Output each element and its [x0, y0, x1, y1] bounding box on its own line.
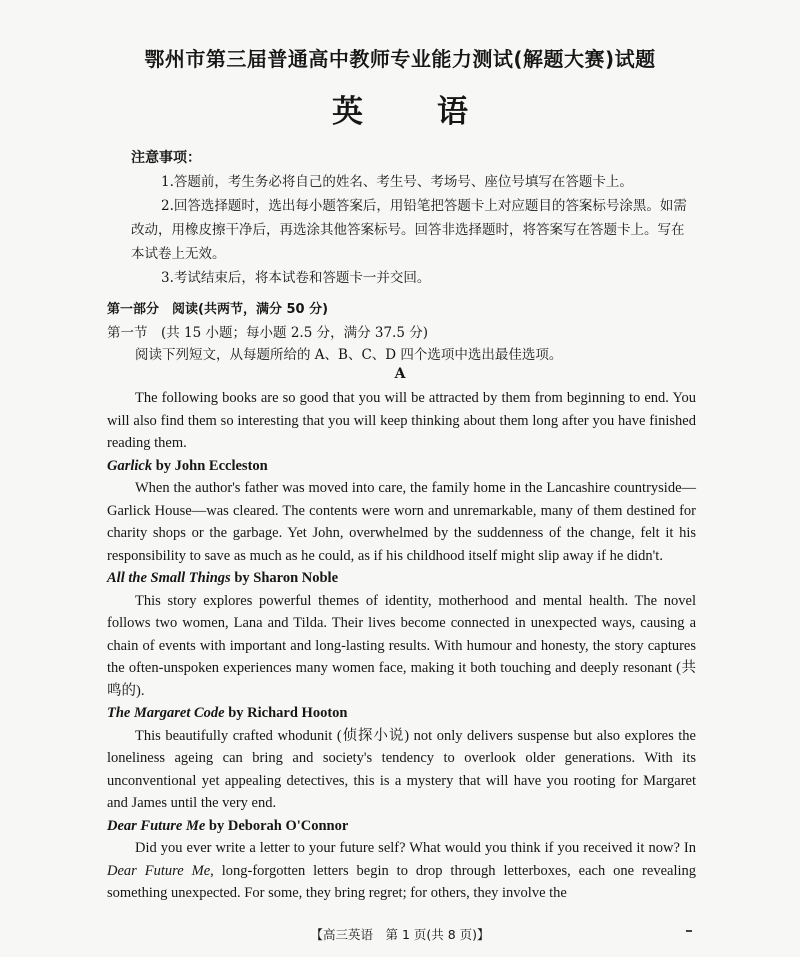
book-author: by Deborah O'Connor	[205, 817, 349, 834]
book-text: Did you ever write a letter to your future self? What would you think if you received it now? In	[135, 840, 696, 856]
part-title: 第一部分 阅读(共两节，满分 50 分)	[107, 302, 329, 317]
section-header	[107, 299, 707, 367]
book-author: by Sharon Noble	[230, 570, 339, 586]
section-instruction: 阅读下列短文，从每题所给的 A、B、C、D 四个选项中选出最佳选项。	[135, 347, 563, 363]
notes-heading: 注意事项：	[131, 150, 201, 166]
book-description: When the author's father was moved into care, the family home in the Lancashire countryside—Garlick House—was cleared. The contents were worn and unremarkable, many of them destined for charity shops or the garbage. Yet John, overwhelmed by the suddenness of the change, felt it his responsibility to save as much as he could, as if his childhood itself might slip away if he didn't.	[107, 480, 696, 564]
book-title: Garlick	[107, 457, 153, 474]
book-description	[107, 837, 696, 905]
book-title: Dear Future Me	[107, 817, 206, 834]
subject-title	[0, 86, 800, 131]
notes-item: 2.回答选择题时，选出每小题答案后，用铅笔把答题卡上对应题目的答案标号涂黑。如需改动，用橡皮擦干净后，再选涂其他答案标号。回答非选择题时，将答案写在答题卡上。写在本试卷上无效。	[131, 198, 687, 262]
book-heading	[107, 815, 696, 838]
section-subtitle: 第一节 (共 15 小题；每小题 2.5 分，满分 37.5 分)	[107, 324, 428, 341]
book-description: This beautifully crafted whodunit (侦探小说) not only delivers suspense but also explores the loneliness ageing can bring and society's tendency to overlook older generations. With its unconventional yet appealing detectives, this is a mystery that will have you rooting for Margaret and James until the very end.	[107, 727, 696, 811]
book-heading	[107, 455, 696, 478]
scan-mark	[686, 930, 692, 932]
book-heading	[107, 702, 696, 725]
passage-body	[107, 387, 696, 905]
passage-intro: The following books are so good that you will be attracted by them from beginning to end. You will also find them so interesting that you will keep thinking about them long after you have finished reading them.	[107, 390, 696, 451]
book-description: This story explores powerful themes of identity, motherhood and mental health. The novel follows two women, Lana and Tilda. Their lives become connected in unexpected ways, causing a chain of events with important and long-lasting results. With humour and honesty, the story captures the often-unspoken experiences many women face, making it both touching and deeply resonant (共鸣的).	[107, 592, 696, 699]
passage-letter: A	[394, 366, 406, 382]
book-title-inline: Dear Future Me	[107, 862, 211, 879]
subject-char: 英	[332, 94, 363, 130]
page-footer: 【高三英语 第 1 页(共 8 页)】	[310, 927, 490, 942]
notes-item: 3.考试结束后，将本试卷和答题卡一并交回。	[161, 270, 431, 286]
subject-char: 语	[437, 94, 468, 130]
book-title: All the Small Things	[107, 570, 231, 586]
exam-title: 鄂州市第三届普通高中教师专业能力测试(解题大赛)试题	[144, 47, 656, 71]
book-author: by John Eccleston	[152, 457, 268, 474]
book-heading	[107, 567, 696, 590]
book-title: The Margaret Code	[107, 705, 225, 721]
notes-block	[131, 146, 691, 290]
notes-item: 1.答题前，考生务必将自己的姓名、考生号、考场号、座位号填写在答题卡上。	[161, 174, 633, 190]
book-text: , long-forgotten letters begin to drop through letterboxes, each one revealing something unexpected. For some, they bring regret; for others, they involve the	[107, 862, 696, 901]
book-author: by Richard Hooton	[224, 705, 348, 721]
